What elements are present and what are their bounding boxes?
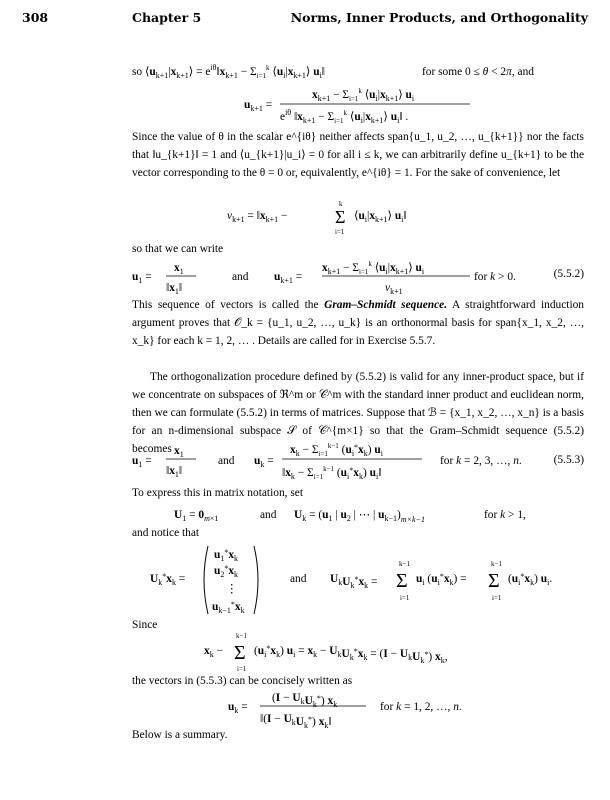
svg-text:k−1: k−1 <box>491 560 502 568</box>
svg-text:and: and <box>290 573 307 585</box>
svg-text:for k > 1,: for k > 1, <box>484 509 526 521</box>
equation-since <box>132 628 584 675</box>
svg-text:‖x1‖: $‖x_1‖$ <box>166 465 183 479</box>
page-number: 308 <box>22 10 49 25</box>
svg-text:u2*xk: $u_2^*x_k$ <box>214 564 239 579</box>
paragraph-gram-schmidt <box>132 296 584 350</box>
equation-inner-product <box>132 60 584 85</box>
svg-text:i=1: i=1 <box>400 594 410 602</box>
svg-text:Uk = (u1 | u2 | ⋯ | uk−1)m×k−1: $U_k = (u_1$ | $u_2$ | ⋯ | $u_{k-1})_{m\times k-1}$ <box>294 509 425 524</box>
svg-text:xk −: $x_k$ − <box>204 645 223 659</box>
equation-553 <box>132 438 584 489</box>
equation-Ukx <box>132 540 584 623</box>
svg-text:uk =: $u_k$ = <box>254 455 274 469</box>
svg-text:‖xk − Σi=1k−1 (ui*xk) ui‖: $‖x_k - \Sigma_{i=1}^{k-1}$ $(u_i^*x_k)$ $u_i‖$ <box>282 465 382 481</box>
equation-u-k-plus-1-render <box>132 84 584 126</box>
since-text: Since <box>132 619 158 631</box>
svg-text:so ⟨uk+1|xk+1⟩ = eiθ‖xk+1 − Σi: so $⟨u_{k+1}|x_{k+1}⟩$ = $e^{i\theta}‖x_{k+1} - \Sigma_{i=1}^k$ $⟨u_i|x_{k+1}⟩$ $u_i‖$ <box>132 63 325 80</box>
svg-text:k: k <box>339 200 343 208</box>
equation-concise-render <box>132 688 584 728</box>
svg-text:and: and <box>232 271 249 283</box>
matrix-notation-text: To express this in matrix notation, set <box>132 487 303 499</box>
notice-text: and notice that <box>132 527 200 539</box>
svg-text:i=1: i=1 <box>492 594 502 602</box>
svg-text:u1*xk: $u_1^*x_k$ <box>214 548 239 563</box>
chapter-label: Chapter 5 <box>132 10 202 25</box>
svg-text:Uk*xk =: $U_k^*x_k$ = <box>150 572 186 587</box>
svg-text:Σ: Σ <box>488 570 500 592</box>
svg-text:‖x1‖: $‖x_1‖$ <box>166 282 183 296</box>
orthogonalization-text: The orthogonalization procedure defined by (5.5.2) is valid for any inner-product space, but if we concentrate on subspaces of ℜ^m or 𝒞^m with the standard inner product and euclidean norm, then we can formulate (5.5.2) in terms of matrices. Suppose that ℬ = {x_1, x_2, …, x_n} is a basis for an n-dimensional subspace 𝒮 of 𝒞^{m×1} so that the Gram–Schmidt sequence (5.5.2) becomes <box>132 371 584 455</box>
svg-text:(ui*xk) ui = xk − UkUk*xk = (I: $(u_i^*x_k) u_i = x_k - U_kU_k^*x_k = (I - U_kU_k^*)$ $x_k$, <box>254 644 448 665</box>
text-so-that <box>132 240 584 258</box>
svg-text:for k = 2, 3, …, n.: for k = 2, 3, …, n. <box>440 455 522 467</box>
equation-nu-render <box>132 197 584 237</box>
svg-text:uk =: $u_k$ = <box>228 701 248 715</box>
text-matrix-notation <box>132 484 584 502</box>
concise-text: the vectors in (5.5.3) can be concisely written as <box>132 675 353 687</box>
svg-text:uk−1*xk: $u_{k-1}^*x_k$ <box>212 600 245 615</box>
svg-text:⋮: ⋮ <box>226 583 238 595</box>
svg-text:uk+1 =: $u_{k+1}$ = <box>274 271 303 285</box>
summary-text: Below is a summary. <box>132 729 228 741</box>
equation-nu <box>132 197 584 240</box>
equation-u-k-plus-1 <box>132 84 584 129</box>
svg-text:x1: $x_1$ <box>174 262 184 276</box>
svg-text:xk − Σi=1k−1 (ui*xk) ui: $x_k - \Sigma_{i=1}^{k-1}$ $(u_i^*x_k)$ $u_i$ <box>290 442 383 458</box>
svg-text:νk+1 = ‖xk+1 −: $\nu_{k+1}$ = $‖x_{k+1}$ − <box>227 210 288 224</box>
svg-text:ui (ui*xk) =: $u_i$ $(u_i^*x_k)$ = <box>416 572 467 587</box>
svg-text:Σ: Σ <box>234 642 246 664</box>
svg-text:for k > 0.: for k > 0. <box>474 271 516 283</box>
svg-text:(ui*xk) ui.: $(u_i^*x_k)$ $u_i$. <box>508 572 553 587</box>
gram-schmidt-term: Gram–Schmidt sequence. <box>324 299 448 311</box>
svg-text:eiθ ‖xk+1 − Σi=1k ⟨ui|xk+1⟩ ui: $e^{i\theta}$ $‖x_{k+1} - \Sigma_{i=1}^k$ $⟨u_i|x_{k+1}⟩$ $u_i‖$ . <box>280 108 409 125</box>
equation-inner-product-render <box>132 60 584 82</box>
gram-schmidt-rest: A straightforward induction argument proves that 𝒪_k = {u_1, u_2, …, u_k} is an orthonormal basis for span{x_1, x_2, …, x_k} for each k = 1, 2, … . Details are called for in Exercise 5.5.7. <box>132 299 584 347</box>
svg-text:u1 =: $u_1$ = <box>132 271 152 285</box>
equation-number-553: (5.5.3) <box>553 454 584 466</box>
gram-schmidt-intro: This sequence of vectors is called the <box>132 299 319 311</box>
equation-552-render <box>132 258 584 298</box>
equation-553-render <box>132 438 584 486</box>
chapter-title: Norms, Inner Products, and Orthogonality <box>290 10 588 25</box>
svg-text:xk+1 − Σi=1k ⟨ui|xk+1⟩ ui: $x_{k+1} - \Sigma_{i=1}^k$ $⟨u_i|x_{k+1}⟩$ $u_i$ <box>322 260 425 276</box>
svg-text:u1 =: $u_1$ = <box>132 455 152 469</box>
equation-552 <box>132 258 584 301</box>
paragraph-since-theta <box>132 128 584 182</box>
so-that-text: so that we can write <box>132 243 224 255</box>
svg-text:U1 = 0m×1: $U_1 = 0_m\times 1$ <box>174 509 219 523</box>
svg-text:Σ: Σ <box>396 570 408 592</box>
svg-text:for some 0 ≤ θ < 2π, and: for some 0 ≤ θ < 2π, and <box>422 66 534 78</box>
equation-Ukx-render <box>132 540 584 620</box>
svg-text:i=1: i=1 <box>335 228 345 236</box>
svg-text:k−1: k−1 <box>399 560 410 568</box>
svg-text:Σ: Σ <box>335 207 346 227</box>
svg-text:x1: $x_1$ <box>174 445 184 459</box>
svg-text:νk+1: $\nu_{k+1}$ <box>385 282 403 296</box>
equation-number-552: (5.5.2) <box>553 268 584 280</box>
svg-text:and: and <box>218 455 235 467</box>
svg-text:xk+1 − Σi=1k ⟨ui|xk+1⟩ ui: $x_{k+1} - \Sigma_{i=1}^k$ $⟨u_i|x_{k+1}⟩$ $u_i$ <box>312 87 415 103</box>
svg-text:UkUk*xk =: $U_kU_k^*x_k$ = <box>330 573 378 590</box>
svg-text:⟨ui|xk+1⟩ ui‖: $⟨u_i|x_{k+1}⟩$ $u_i‖$ <box>354 210 407 224</box>
svg-text:for k = 1, 2, …, n.: for k = 1, 2, …, n. <box>380 701 462 713</box>
svg-text:i=1: i=1 <box>237 665 247 672</box>
svg-text:uk+1 =: $u_{k+1}$ = <box>244 99 273 113</box>
equation-concise <box>132 688 584 731</box>
svg-text:(I − UkUk*) xk: $(I - U_kU_k^*)$ $x_k$ <box>272 692 338 709</box>
svg-text:and: and <box>260 509 277 521</box>
svg-text:‖(I − UkUk*) xk‖: ‖(I − $U_kU_k^*$) $x_k‖$ <box>260 713 332 728</box>
equation-since-render <box>132 628 584 672</box>
paragraph-since-theta-text: Since the value of θ in the scalar e^{iθ} neither affects span{u_1, u_2, …, u_{k+1}} nor the facts that ‖u_{k+1}‖ = 1 and ⟨u_{k+1}|u_i⟩ = 0 for all i ≤ k, we can arbitrarily define u_{k+1} to be the vector corresponding to the θ = 0 or, equivalently, e^{iθ} = 1. For the sake of convenience, let <box>132 131 584 179</box>
text-summary <box>132 726 584 744</box>
svg-text:k−1: k−1 <box>236 632 247 640</box>
